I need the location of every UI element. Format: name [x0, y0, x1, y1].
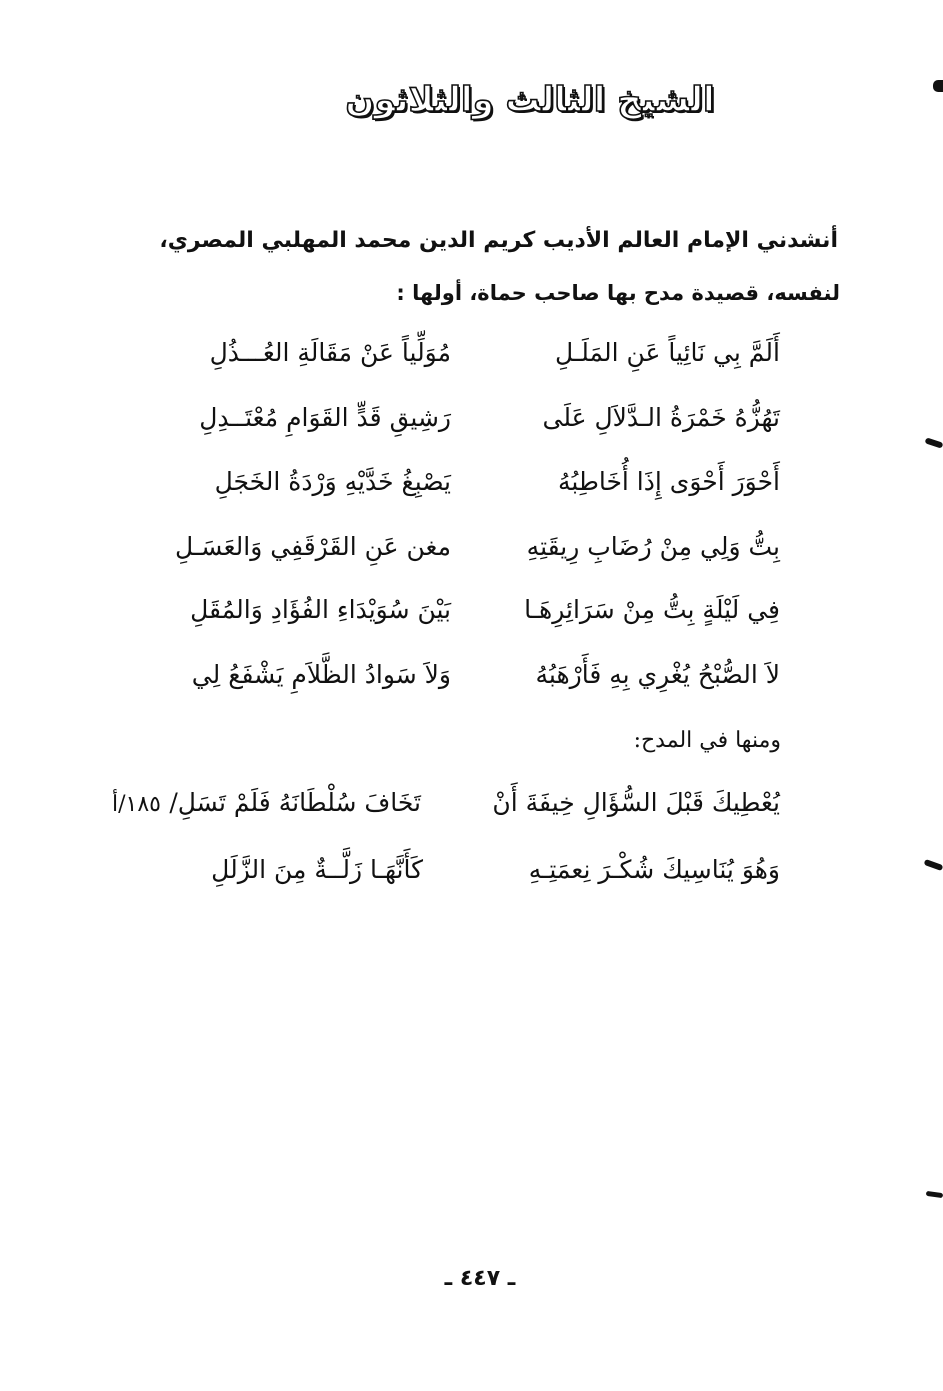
- page-title: الشيخ الثالث والثلاثون: [345, 80, 715, 120]
- manuscript-folio-reference: ١٨٥/أ: [112, 792, 161, 817]
- verse-2-second-hemistich: رَشِيقِ قَدٍّ القَوَامِ مُعْتَــدِلِ: [199, 403, 451, 432]
- section-label: ومنها في المدح:: [633, 728, 781, 753]
- verse-1-first-hemistich: أَلَمَّ بِي نَائِياً عَنِ المَلَـلِ: [555, 338, 780, 367]
- intro-line-1: أنشدني الإمام العالم الأديب كريم الدين محمد المهلبي المصري،: [159, 228, 838, 253]
- verse-6-first-hemistich: لاَ الصُّبْحُ يُغْرِي بِهِ فَأَرْهَبُهُ: [535, 660, 780, 689]
- page-number: ـ ٤٤٧ ـ: [444, 1266, 516, 1291]
- verse-5-second-hemistich: بَيْنَ سُوَيْدَاءِ الفُؤَادِ وَالمُقَلِ: [190, 595, 451, 624]
- verse-1-second-hemistich: مُوَلِّياً عَنْ مَقَالَةِ العُـــذُلِ: [209, 338, 451, 367]
- scan-artifact-mark: [924, 859, 943, 871]
- praise-verse-2-first-hemistich: وَهُوَ يُنَاسِيكَ شُكْـرَ نِعمَتِـهِ: [528, 855, 780, 884]
- verse-6-second-hemistich: وَلاَ سَوادُ الظَّلاَمِ يَشْفَعُ لِي: [191, 660, 451, 689]
- scan-artifact-mark: [926, 1191, 943, 1198]
- praise-verse-2-second-hemistich: كَأَنَّهَـا زَلَّــةٌ مِنَ الزَّلَلِ: [211, 855, 423, 884]
- verse-4-second-hemistich: مغن عَنِ القَرْقَفِي وَالعَسَـلِ: [175, 532, 451, 561]
- verse-4-first-hemistich: بِتُّ وَلِي مِنْ رُضَابِ رِيقَتِهِ: [526, 532, 780, 561]
- verse-2-first-hemistich: تَهُزُّهُ خَمْرَةُ الـدَّلاَلِ عَلَى: [542, 403, 780, 432]
- scan-artifact-mark: [925, 437, 943, 448]
- verse-3-second-hemistich: يَصْبِغُ خَدَّيْهِ وَرْدَةُ الخَجَلِ: [214, 467, 451, 496]
- verse-5-first-hemistich: فِي لَيْلَةٍ بِتُّ مِنْ سَرَائِرِهَـا: [524, 595, 780, 624]
- scan-artifact-mark: [933, 80, 943, 92]
- verse-3-first-hemistich: أَحْوَرَ أَحْوَى إِذَا أُخَاطِبُهُ: [558, 467, 780, 496]
- intro-line-2: لنفسه، قصيدة مدح بها صاحب حماة، أولها :: [396, 281, 840, 305]
- praise-verse-1-first-hemistich: يُعْطِيكَ قَبْلَ السُّؤَالِ خِيفَةَ أَنْ: [492, 788, 780, 817]
- praise-verse-1-second-hemistich: تَخَافَ سُلْطَانَهُ فَلَمْ تَسَلِ/: [169, 788, 421, 817]
